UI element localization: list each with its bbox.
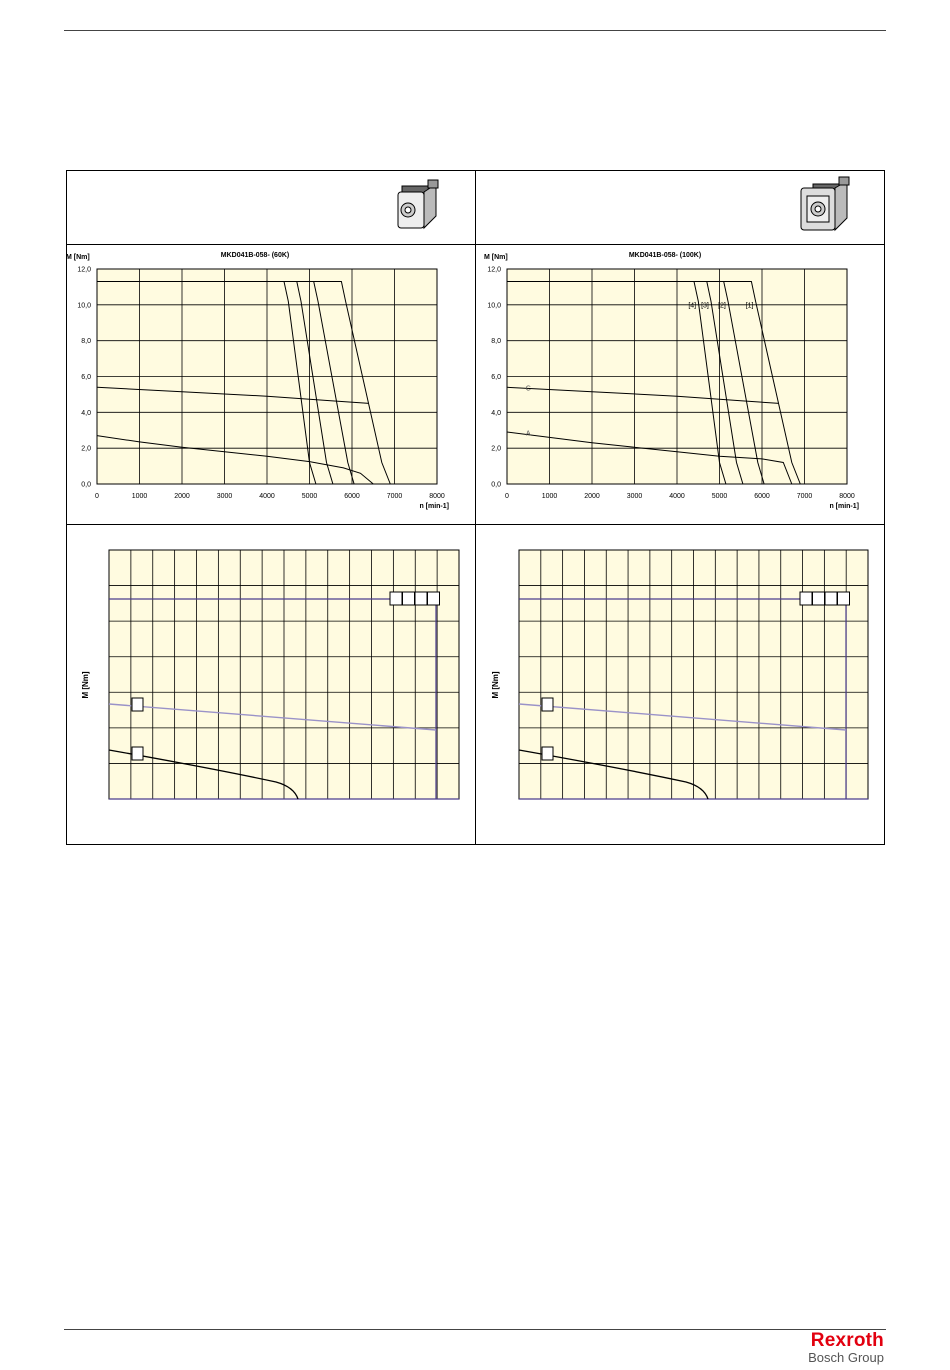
y-tick-label: 6,0 <box>81 374 91 381</box>
motor-housing-icon <box>388 178 448 234</box>
y-tick-label: 0,0 <box>491 481 501 489</box>
curve-label: [1] <box>745 302 754 310</box>
y-tick-label: 8,0 <box>81 338 91 346</box>
curve-label: [2] <box>718 302 726 310</box>
curve-label-box <box>132 747 143 760</box>
curve-label-box <box>838 592 850 605</box>
x-tick-label: 8000 <box>429 493 445 500</box>
x-tick-label: 2000 <box>174 493 190 500</box>
y-tick-label: 2,0 <box>491 445 501 453</box>
brand-logo <box>808 1331 884 1365</box>
y-tick-label: 2,0 <box>81 445 91 453</box>
x-tick-label: 5000 <box>301 493 318 500</box>
curve-label-box <box>542 698 553 711</box>
continuous-curve-label: C <box>525 385 531 393</box>
x-tick-label: 5000 <box>711 493 728 500</box>
x-tick-label: 3000 <box>626 493 643 500</box>
xtick-labels <box>95 493 445 500</box>
y-tick-label: 0,0 <box>81 481 91 489</box>
x-tick-label: 0 <box>505 493 509 500</box>
torque-speed-chart-100k <box>476 245 885 523</box>
x-tick-label: 1000 <box>541 493 558 500</box>
curve-label-box <box>403 592 415 605</box>
curve-label-box <box>800 592 812 605</box>
curve-label: [4] <box>688 302 697 310</box>
motor-flange-icon <box>795 176 857 238</box>
curve-label-box <box>415 592 427 605</box>
x-tick-label: 4000 <box>669 493 685 500</box>
y-tick-label: 10,0 <box>77 302 91 310</box>
top-rule <box>64 30 886 31</box>
y-tick-label: 4,0 <box>81 409 91 417</box>
chart-title: MKD041B-058- (60K) <box>220 252 290 259</box>
y-axis-label: M [Nm] <box>66 254 90 261</box>
curve-label-box <box>825 592 837 605</box>
y-axis-label: M [Nm] <box>81 671 90 699</box>
lower-chart-right <box>476 525 885 845</box>
curve-label-box <box>428 592 440 605</box>
y-tick-label: 12,0 <box>487 266 501 274</box>
x-axis-label: n [min-1] <box>829 503 859 510</box>
x-tick-label: 7000 <box>386 493 403 500</box>
x-tick-label: 6000 <box>344 493 360 500</box>
x-tick-label: 1000 <box>131 493 148 500</box>
y-tick-label: 12,0 <box>77 266 91 274</box>
curve-label: [3] <box>701 302 709 310</box>
curve-label-box <box>813 592 825 605</box>
x-tick-label: 2000 <box>584 493 600 500</box>
y-tick-label: 4,0 <box>491 409 501 417</box>
x-axis-label: n [min-1] <box>419 503 449 510</box>
lower-chart-left <box>66 525 475 845</box>
x-tick-label: 7000 <box>796 493 813 500</box>
y-tick-label: 6,0 <box>491 374 501 381</box>
curve-label-box <box>390 592 402 605</box>
x-tick-label: 3000 <box>216 493 233 500</box>
x-tick-label: 8000 <box>839 493 855 500</box>
brand-name: Rexroth <box>810 1330 884 1351</box>
torque-speed-chart-60k <box>66 245 475 523</box>
y-tick-label: 8,0 <box>491 338 501 346</box>
curve-label-box <box>132 698 143 711</box>
y-tick-label: 10,0 <box>487 302 501 310</box>
brand-group: Bosch Group <box>808 1350 884 1365</box>
continuous-curve-label: A <box>525 430 531 438</box>
ytick-labels <box>77 267 91 489</box>
x-tick-label: 6000 <box>754 493 770 500</box>
xtick-labels <box>505 493 855 500</box>
x-tick-label: 4000 <box>259 493 275 500</box>
x-tick-label: 0 <box>95 493 99 500</box>
bottom-rule <box>64 1329 886 1330</box>
y-axis-label: M [Nm] <box>491 671 500 699</box>
y-axis-label: M [Nm] <box>484 254 508 261</box>
chart-title: MKD041B-058- (100K) <box>628 252 702 259</box>
ytick-labels <box>487 267 501 489</box>
curve-label-box <box>542 747 553 760</box>
